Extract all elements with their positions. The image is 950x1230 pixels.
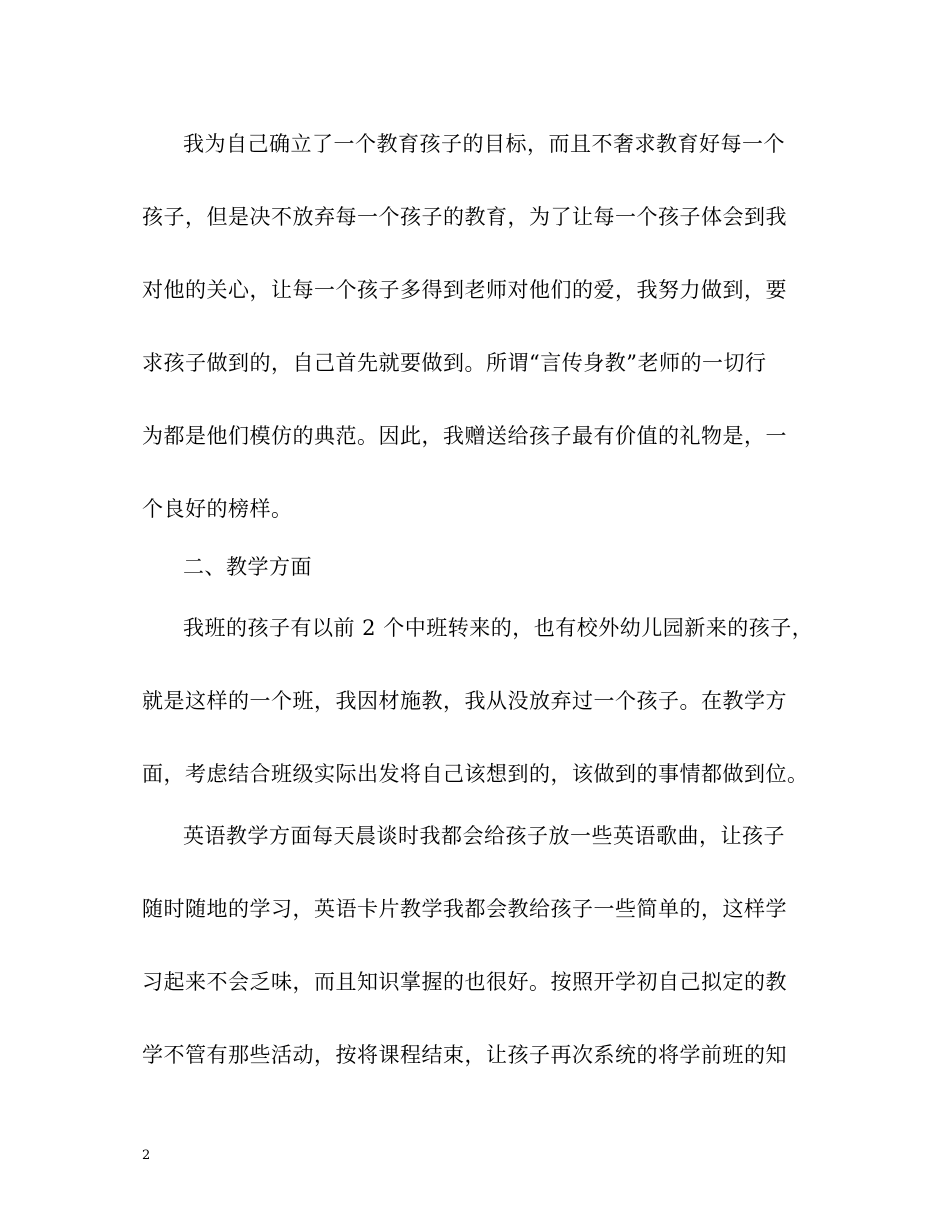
paragraph-line: 我班的孩子有以前 2 个中班转来的，也有校外幼儿园新来的孩子， — [183, 616, 814, 640]
paragraph-line: 面，考虑结合班级实际出发将自己该想到的，该做到的事情都做到位。 — [142, 762, 809, 786]
paragraph-line: 孩子，但是决不放弃每一个孩子的教育，为了让每一个孩子体会到我 — [142, 205, 787, 229]
section-heading: 二、教学方面 — [183, 555, 312, 579]
paragraph-line: 英语教学方面每天晨谈时我都会给孩子放一些英语歌曲，让孩子 — [183, 824, 785, 848]
paragraph-line: 求孩子做到的，自己首先就要做到。所谓“言传身教”老师的一切行 — [142, 351, 767, 375]
paragraph-line: 学不管有那些活动，按将课程结束，让孩子再次系统的将学前班的知 — [142, 1043, 787, 1067]
paragraph-line: 我为自己确立了一个教育孩子的目标，而且不奢求教育好每一个 — [183, 132, 785, 156]
paragraph-line: 就是这样的一个班，我因材施教，我从没放弃过一个孩子。在教学方 — [142, 689, 787, 713]
paragraph-line: 对他的关心，让每一个孩子多得到老师对他们的爱，我努力做到，要 — [142, 278, 787, 302]
page-number: 2 — [142, 1148, 151, 1163]
paragraph-line: 随时随地的学习，英语卡片教学我都会教给孩子一些简单的，这样学 — [142, 897, 787, 921]
paragraph-line: 习起来不会乏味，而且知识掌握的也很好。按照开学初自己拟定的教 — [142, 970, 787, 994]
paragraph-line: 为都是他们模仿的典范。因此，我赠送给孩子最有价值的礼物是，一 — [142, 424, 787, 448]
paragraph-line: 个良好的榜样。 — [142, 497, 293, 521]
